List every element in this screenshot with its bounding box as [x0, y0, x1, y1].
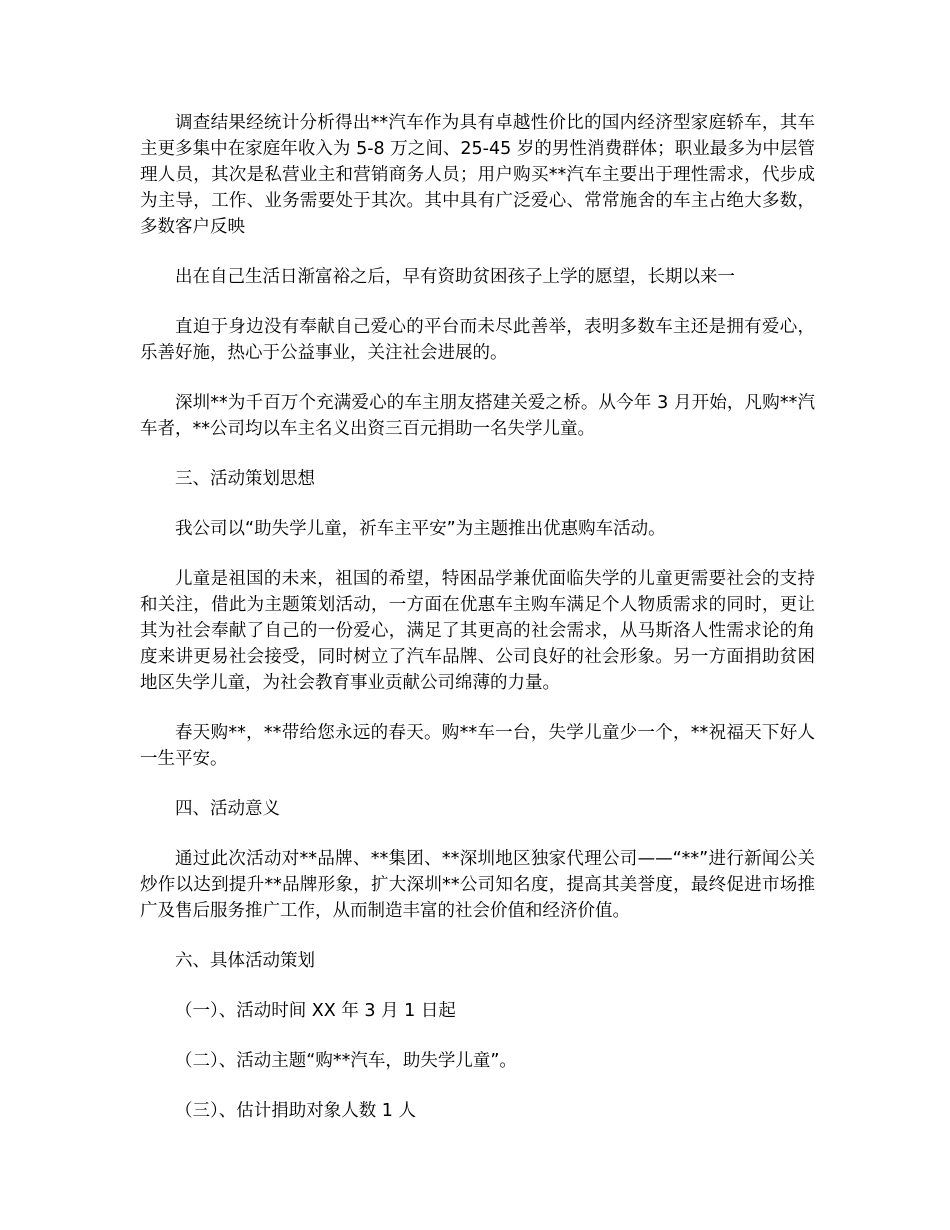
paragraph-children-future: 儿童是祖国的未来，祖国的希望，特困品学兼优面临失学的儿童更需要社会的支持和关注，借此为主题策划活动，一方面在优惠车主购车满足个人物质需求的同时，更让其为社会奉献了自己的一份爱心，满足了其更高的社会需求，从马斯洛人性需求论的角度来讲更易社会接受，同时树立了汽车品牌、公司良好的社会形象。另一方面捐助贫困地区失学儿童，为社会教育事业贡献公司绵薄的力量。	[140, 569, 815, 693]
section-heading-specific-plan: 六、具体活动策划	[175, 951, 315, 971]
paragraph-pr-campaign: 通过此次活动对**品牌、**集团、**深圳地区独家代理公司——“**”进行新闻公关炒作以达到提升**品牌形象，扩大深圳**公司知名度，提高其美誉度，最终促进市场推广及售后服务推广工作，从而制造丰富的社会价值和经济价值。	[140, 849, 815, 921]
list-item-activity-time: （一）、活动时间 XX 年 3 月 1 日起	[175, 1001, 456, 1021]
list-item-beneficiary-count: （三）、估计捐助对象人数 1 人	[175, 1101, 417, 1121]
paragraph-wish: 出在自己生活日渐富裕之后，早有资助贫困孩子上学的愿望，长期以来一	[175, 267, 735, 287]
document-page	[140, 110, 815, 1124]
paragraph-theme: 我公司以“助失学儿童，祈车主平安”为主题推出优惠购车活动。	[175, 519, 666, 539]
paragraph-shenzhen: 深圳**为千百万个充满爱心的车主朋友搭建关爱之桥。从今年 3 月开始，凡购**汽车者，**公司均以车主名义出资三百元捐助一名失学儿童。	[140, 393, 815, 439]
paragraph-survey-results: 调查结果经统计分析得出**汽车作为具有卓越性价比的国内经济型家庭轿车，其车主更多集中在家庭年收入为 5-8 万之间、25-45 岁的男性消费群体；职业最多为中层管理人员，其次是私营业主和营销商务人员；用户购买**汽车主要出于理性需求，代步成为主导，工作、业务需要处于其次。其中具有广泛爱心、常常施舍的车主占绝大多数，多数客户反映	[140, 113, 815, 237]
paragraph-platform: 直迫于身边没有奉献自己爱心的平台而未尽此善举，表明多数车主还是拥有爱心，乐善好施，热心于公益事业，关注社会进展的。	[140, 317, 815, 363]
section-heading-planning-idea: 三、活动策划思想	[175, 469, 315, 489]
list-item-activity-theme: （二）、活动主题“购**汽车，助失学儿童”。	[175, 1051, 517, 1071]
section-heading-significance: 四、活动意义	[175, 799, 280, 819]
paragraph-spring-slogan: 春天购**，**带给您永远的春天。购**车一台，失学儿童少一个，**祝福天下好人一生平安。	[140, 723, 815, 769]
